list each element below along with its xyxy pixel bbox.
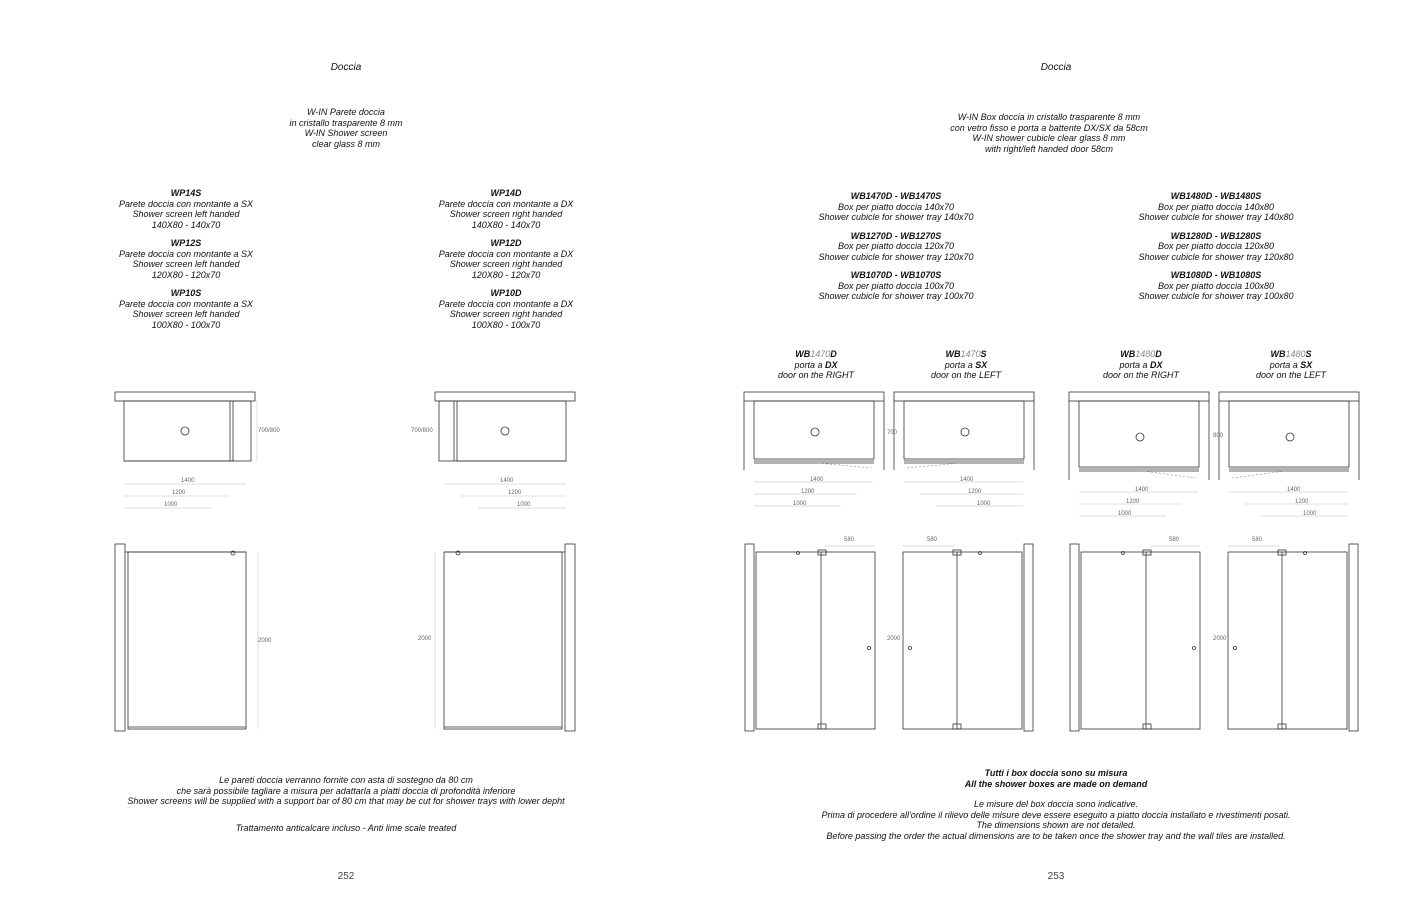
variant-header bbox=[1103, 349, 1179, 381]
dim-width-label: 1400 bbox=[500, 478, 514, 484]
right-section-title: Doccia bbox=[1040, 62, 1072, 73]
variant-prefix: WB bbox=[1270, 349, 1286, 359]
dim-width-label: 1200 bbox=[968, 489, 982, 495]
variant-door-en: door on the LEFT bbox=[1255, 370, 1327, 380]
product-code: WB1280D - WB1280S bbox=[1170, 230, 1262, 241]
variant-door-side: DX bbox=[1150, 359, 1163, 370]
left-intro bbox=[289, 107, 402, 149]
variant-number: 1480 bbox=[1135, 349, 1156, 359]
product-desc: Parete doccia con montante a DX bbox=[438, 248, 574, 259]
right-intro-line: W-IN Box doccia in cristallo trasparente 8 mm bbox=[957, 112, 1141, 122]
dim-height-label: 2000 bbox=[418, 636, 432, 642]
product-desc: Parete doccia con montante a DX bbox=[438, 298, 574, 309]
note-line: Before passing the order the actual dimensions are to be taken once the shower tray and the wall tiles are installed. bbox=[826, 830, 1286, 841]
product-desc-en: Shower screen right handed bbox=[449, 209, 563, 219]
product-desc-en: Shower cubicle for shower tray 120x80 bbox=[1138, 251, 1294, 262]
product-desc-en: Shower cubicle for shower tray 100x70 bbox=[818, 291, 974, 301]
product-item bbox=[119, 188, 253, 230]
dim-width-label: 1400 bbox=[810, 477, 824, 483]
left-products-right-column bbox=[439, 188, 574, 338]
treatment-note: Trattamento anticalcare incluso - Anti lime scale treated bbox=[235, 823, 457, 833]
dim-width-label: 1000 bbox=[793, 501, 807, 507]
right-intro bbox=[950, 112, 1148, 154]
variant-door-text: porta a bbox=[1119, 359, 1151, 370]
product-desc: Parete doccia con montante a SX bbox=[118, 198, 254, 209]
variant-door-side: SX bbox=[975, 359, 988, 370]
product-code: WP10S bbox=[170, 288, 202, 298]
elevation-drawing-1480-left bbox=[1218, 540, 1363, 735]
product-item bbox=[818, 191, 973, 223]
variant-number: 1480 bbox=[1285, 349, 1306, 359]
variant-suffix: D bbox=[830, 349, 837, 359]
variant-prefix: WB bbox=[1120, 349, 1136, 359]
variant-header bbox=[1256, 349, 1326, 381]
product-code: WB1080D - WB1080S bbox=[1170, 270, 1262, 280]
dim-depth-label: 700 bbox=[887, 430, 898, 436]
variant-door-side: DX bbox=[825, 359, 838, 370]
product-code: WB1480D - WB1480S bbox=[1170, 191, 1262, 201]
dim-width-label: 1200 bbox=[508, 490, 522, 496]
variant-header bbox=[931, 349, 1001, 381]
product-code: WP12D bbox=[490, 238, 522, 248]
variant-suffix: D bbox=[1155, 349, 1162, 359]
product-desc: Parete doccia con montante a SX bbox=[118, 298, 254, 309]
product-code: WP10D bbox=[490, 288, 522, 298]
dim-depth-label: 800 bbox=[1213, 433, 1224, 439]
product-item bbox=[439, 238, 574, 280]
product-desc: Box per piatto doccia 140x70 bbox=[837, 201, 955, 212]
product-desc-en: Shower cubicle for shower tray 120x70 bbox=[818, 251, 974, 262]
variant-door-text: porta a bbox=[794, 359, 826, 370]
product-size: 120X80 - 120x70 bbox=[471, 269, 541, 280]
product-desc: Box per piatto doccia 100x80 bbox=[1157, 280, 1275, 291]
page-number: 253 bbox=[1047, 871, 1065, 882]
page-number: 252 bbox=[337, 871, 355, 882]
dim-width-label: 1000 bbox=[977, 501, 991, 507]
product-size: 100X80 - 100x70 bbox=[151, 319, 221, 330]
elevation-drawing-1470-right bbox=[743, 540, 888, 735]
dimensions-note bbox=[822, 799, 1291, 841]
product-item bbox=[818, 270, 973, 302]
product-desc-en: Shower cubicle for shower tray 140x80 bbox=[1138, 212, 1294, 222]
variant-door-text: porta a bbox=[1269, 359, 1301, 370]
dim-width-label: 1200 bbox=[1295, 499, 1309, 505]
left-intro-line: in cristallo trasparente 8 mm bbox=[289, 117, 403, 128]
product-code: WP14D bbox=[490, 188, 522, 198]
variant-number: 1470 bbox=[810, 349, 831, 359]
variant-door-en: door on the LEFT bbox=[930, 370, 1002, 380]
made-on-demand-note bbox=[965, 768, 1148, 789]
plan-drawing-1470-right bbox=[743, 390, 888, 510]
product-desc: Box per piatto doccia 100x70 bbox=[837, 280, 955, 291]
product-code: WP12S bbox=[170, 238, 202, 248]
variant-suffix: S bbox=[1305, 349, 1312, 359]
product-item bbox=[1138, 231, 1293, 263]
product-desc: Box per piatto doccia 120x80 bbox=[1157, 241, 1275, 251]
elevation-drawing-1480-right bbox=[1068, 540, 1213, 735]
variant-prefix: WB bbox=[795, 349, 811, 359]
left-footer-note bbox=[127, 775, 564, 807]
dim-width-label: 1000 bbox=[1303, 511, 1317, 517]
variant-door-en: door on the RIGHT bbox=[1102, 370, 1180, 380]
left-intro-line: W-IN Parete doccia bbox=[307, 107, 385, 117]
dim-width-label: 1000 bbox=[1118, 511, 1132, 517]
product-size: 140X80 - 140x70 bbox=[471, 219, 541, 230]
product-desc: Box per piatto doccia 120x70 bbox=[837, 241, 955, 251]
product-item bbox=[1138, 191, 1293, 223]
product-size: 100X80 - 100x70 bbox=[471, 319, 541, 330]
product-desc-en: Shower screen left handed bbox=[132, 259, 240, 269]
note-line: Prima di procedere all'ordine il rilievo delle misure deve essere eseguito a piatto doccia installato e rivestimenti posati. bbox=[821, 809, 1291, 820]
product-desc: Parete doccia con montante a DX bbox=[438, 198, 574, 209]
product-item bbox=[439, 288, 574, 330]
left-intro-line: clear glass 8 mm bbox=[311, 138, 381, 149]
dim-door-label: 580 bbox=[844, 537, 855, 543]
product-code: WB1470D - WB1470S bbox=[850, 191, 942, 201]
variant-door-text: porta a bbox=[944, 359, 976, 370]
dim-door-label: 580 bbox=[1169, 537, 1180, 543]
plan-drawing-1470-left bbox=[893, 390, 1038, 510]
elevation-drawing-1470-left bbox=[893, 540, 1038, 735]
plan-drawing-left-handed bbox=[112, 388, 292, 513]
dim-door-label: 580 bbox=[1252, 537, 1263, 543]
plan-drawing-right-handed bbox=[432, 388, 612, 513]
variant-door-en: door on the RIGHT bbox=[777, 370, 855, 380]
dim-width-label: 1000 bbox=[164, 502, 178, 508]
product-code: WB1270D - WB1270S bbox=[850, 230, 942, 241]
right-intro-line: with right/left handed door 58cm bbox=[984, 143, 1114, 154]
product-desc: Box per piatto doccia 140x80 bbox=[1157, 201, 1275, 212]
footer-line: Le pareti doccia verranno fornite con asta di sostegno da 80 cm bbox=[219, 775, 473, 785]
product-item bbox=[439, 188, 574, 230]
product-code: WB1070D - WB1070S bbox=[850, 270, 942, 280]
dim-width-label: 1000 bbox=[517, 502, 531, 508]
right-products-left-column bbox=[818, 191, 973, 310]
product-item bbox=[119, 288, 253, 330]
dim-width-label: 1200 bbox=[172, 490, 186, 496]
plan-drawing-1480-left bbox=[1218, 390, 1363, 518]
product-item bbox=[818, 231, 973, 263]
variant-door-side: SX bbox=[1300, 359, 1313, 370]
dim-width-label: 1400 bbox=[960, 477, 974, 483]
right-intro-line: W-IN shower cubicle clear glass 8 mm bbox=[972, 133, 1126, 143]
dim-width-label: 1400 bbox=[1135, 487, 1149, 493]
product-desc-en: Shower cubicle for shower tray 100x80 bbox=[1138, 291, 1294, 301]
dim-height-label: 2000 bbox=[258, 638, 272, 644]
elevation-drawing-left-handed bbox=[112, 540, 272, 735]
footer-line: che sarà possibile tagliare a misura per adattarla a piatti doccia di profondità inferiore bbox=[176, 785, 516, 796]
product-desc-en: Shower screen right handed bbox=[449, 309, 563, 319]
dim-depth-label: 700/800 bbox=[258, 428, 280, 434]
right-products-right-column bbox=[1138, 191, 1293, 310]
dim-height-label: 2000 bbox=[887, 636, 901, 642]
dim-width-label: 1400 bbox=[181, 478, 195, 484]
note-line: Le misure del box doccia sono indicative. bbox=[973, 799, 1139, 809]
elevation-drawing-right-handed bbox=[432, 540, 592, 735]
variant-number: 1470 bbox=[960, 349, 981, 359]
note-bold-line: All the shower boxes are made on demand bbox=[964, 778, 1148, 789]
left-products-left-column bbox=[119, 188, 253, 338]
product-desc: Parete doccia con montante a SX bbox=[118, 248, 254, 259]
product-desc-en: Shower screen right handed bbox=[449, 259, 563, 269]
footer-line: Shower screens will be supplied with a support bar of 80 cm that may be cut for shower trays with lower depht bbox=[127, 796, 565, 806]
dim-height-label: 2000 bbox=[1213, 636, 1227, 642]
product-desc-en: Shower cubicle for shower tray 140x70 bbox=[818, 212, 974, 222]
dim-width-label: 1200 bbox=[801, 489, 815, 495]
left-section-title: Doccia bbox=[330, 62, 362, 73]
product-item bbox=[119, 238, 253, 280]
product-size: 140X80 - 140x70 bbox=[151, 219, 221, 230]
right-intro-line: con vetro fisso e porta a battente DX/SX da 58cm bbox=[950, 122, 1148, 133]
variant-header bbox=[778, 349, 854, 381]
variant-prefix: WB bbox=[945, 349, 961, 359]
note-line: The dimensions shown are not detailed. bbox=[976, 820, 1136, 830]
product-desc-en: Shower screen left handed bbox=[132, 309, 240, 319]
product-code: WP14S bbox=[170, 188, 202, 198]
dim-width-label: 1200 bbox=[1126, 499, 1140, 505]
plan-drawing-1480-right bbox=[1068, 390, 1213, 518]
note-bold-line: Tutti i box doccia sono su misura bbox=[984, 768, 1128, 778]
product-size: 120X80 - 120x70 bbox=[151, 269, 221, 280]
left-intro-line: W-IN Shower screen bbox=[304, 128, 388, 138]
dim-door-label: 580 bbox=[927, 537, 938, 543]
product-desc-en: Shower screen left handed bbox=[132, 209, 240, 219]
variant-suffix: S bbox=[980, 349, 987, 359]
product-item bbox=[1138, 270, 1293, 302]
dim-depth-label: 700/800 bbox=[411, 428, 433, 434]
dim-width-label: 1400 bbox=[1287, 487, 1301, 493]
